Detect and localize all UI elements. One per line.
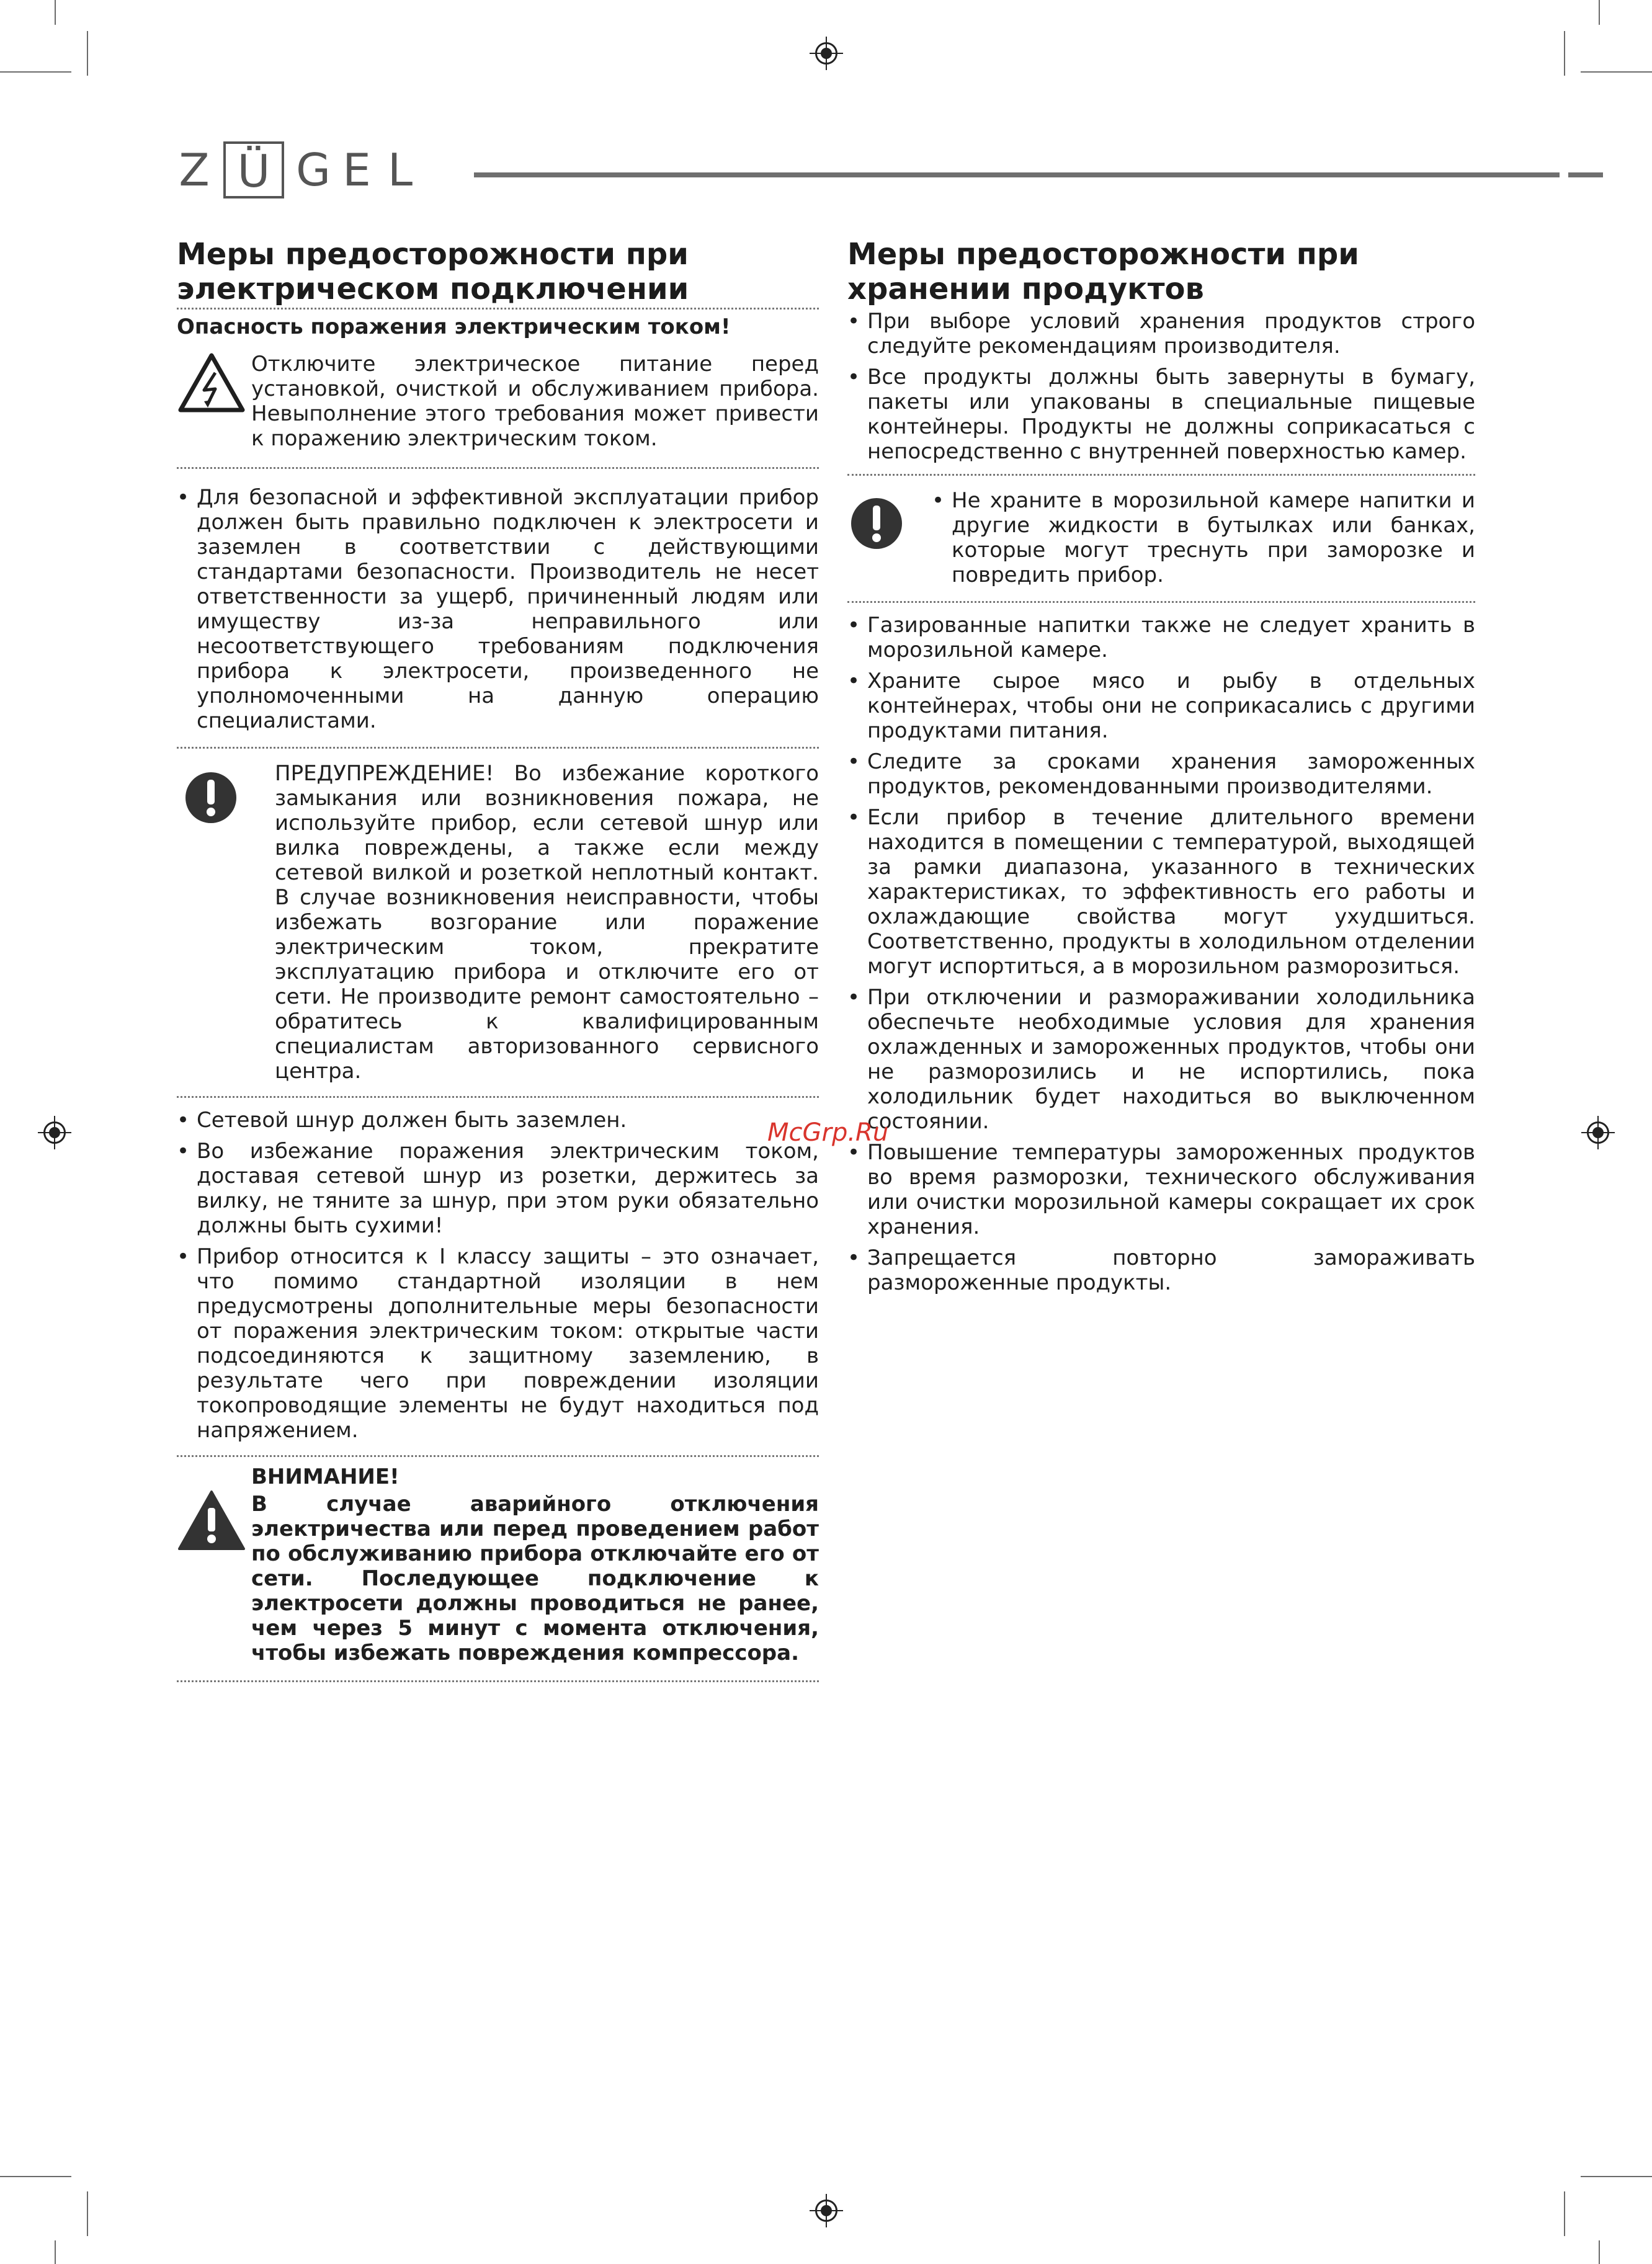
crop-mark bbox=[1599, 0, 1600, 25]
bullet-marker: • bbox=[847, 365, 860, 390]
registration-mark-top bbox=[815, 42, 837, 65]
list-item bbox=[847, 309, 1475, 359]
bullet-marker: • bbox=[847, 749, 860, 774]
list-item-text: При выборе условий хранения продуктов строго следуйте рекомендациям производителя. bbox=[867, 309, 1475, 359]
section-divider bbox=[177, 467, 819, 469]
crop-mark bbox=[1599, 2240, 1600, 2264]
section-divider bbox=[177, 1680, 819, 1682]
bullet-marker: • bbox=[932, 488, 945, 513]
right-section-title: Меры предосторожности при хранении продуктов bbox=[847, 237, 1359, 306]
brand-logo bbox=[172, 141, 422, 198]
storage-bullets-1 bbox=[847, 309, 1475, 464]
left-column bbox=[177, 237, 819, 1682]
list-item bbox=[177, 1139, 819, 1238]
bottles-notice bbox=[847, 488, 1475, 601]
bullet-marker: • bbox=[847, 1246, 860, 1270]
crop-mark bbox=[0, 71, 71, 73]
header-rule bbox=[474, 172, 1560, 177]
bullet-marker: • bbox=[177, 1108, 190, 1133]
list-item bbox=[847, 985, 1475, 1134]
logo-letter: G bbox=[296, 144, 331, 196]
electric-shock-warning-icon bbox=[177, 352, 251, 416]
crop-mark bbox=[1564, 31, 1565, 76]
bullet-marker: • bbox=[177, 1139, 190, 1164]
crop-mark bbox=[55, 0, 56, 25]
storage-bullets-2 bbox=[847, 613, 1475, 1295]
crop-mark bbox=[0, 2176, 71, 2177]
section-divider bbox=[847, 601, 1475, 603]
list-item-text: Во избежание поражения электрическим током, доставая сетевой шнур из розетки, держитесь за вилку, не тяните за шнур, при этом руки обязательно должны быть сухими! bbox=[197, 1139, 819, 1238]
list-item bbox=[177, 1244, 819, 1443]
list-item-text: Для безопасной и эффективной эксплуатации прибор должен быть правильно подключен к электросети и заземлен в соответствии с действующими стандартами безопасности. Производитель не несет ответственности за ущерб, причиненный людям или имуществу из-за неправильного или несоответствующего требованиям подключения прибора к электросети, произведенного не уполномоченными на данную операцию специалистами. bbox=[197, 485, 819, 733]
bullet-marker: • bbox=[847, 613, 860, 638]
crop-mark bbox=[1581, 2176, 1652, 2177]
crop-mark bbox=[1581, 71, 1652, 73]
list-item-text: Запрещается повторно замораживать размороженные продукты. bbox=[867, 1246, 1475, 1295]
logo-letter: Z bbox=[179, 144, 210, 196]
header-rule-end bbox=[1568, 172, 1603, 177]
logo-letter-boxed: Ü bbox=[223, 141, 284, 198]
list-item-text: Сетевой шнур должен быть заземлен. bbox=[197, 1108, 627, 1133]
bullet-marker: • bbox=[847, 1140, 860, 1165]
list-item-text: Следите за сроками хранения замороженных продуктов, рекомендованными производителями. bbox=[867, 749, 1475, 799]
crop-mark bbox=[87, 2191, 88, 2236]
electric-bullets-2 bbox=[177, 1108, 819, 1443]
attention-text: В случае аварийного отключения электричества или перед проведением работ по обслуживанию прибора отключайте его от сети. Последующее подключение к электросети должны проводиться не ранее, чем через 5 минут с момента отключения, чтобы избежать повреждения компрессора. bbox=[251, 1492, 819, 1665]
list-item bbox=[932, 488, 1475, 587]
list-item bbox=[847, 749, 1475, 799]
crop-mark bbox=[55, 2240, 56, 2264]
bullet-marker: • bbox=[847, 669, 860, 693]
bullet-marker: • bbox=[847, 309, 860, 334]
list-item-text: Повышение температуры замороженных продуктов во время разморозки, технического обслуживания или очистки морозильной камеры сокращает их срок хранения. bbox=[867, 1140, 1475, 1239]
registration-mark-left bbox=[43, 1121, 66, 1144]
bottles-notice-list bbox=[932, 488, 1475, 587]
list-item bbox=[847, 669, 1475, 743]
attention-title: ВНИМАНИЕ! bbox=[251, 1464, 400, 1489]
logo-letter: L bbox=[387, 144, 413, 196]
list-item bbox=[177, 485, 819, 733]
short-circuit-warning-text: ПРЕДУПРЕЖДЕНИЕ! Во избежание короткого замыкания или возникновения пожара, не используйте прибор, если сетевой шнур или вилка повреждены, а также если между сетевой вилкой и розеткой неплотный контакт. В случае возникновения неисправности, чтобы избежать возгорание или поражение электрическим током, прекратите эксплуатацию прибора и отключите его от сети. Не производите ремонт самостоятельно – обратитесь к квалифицированным специалистам авторизованного сервисного центра. bbox=[275, 761, 819, 1084]
bottles-notice-text: Не храните в морозильной камере напитки и другие жидкости в бутылках или банках, которые могут треснуть при заморозке и повредить прибор. bbox=[952, 488, 1475, 587]
exclamation-icon bbox=[847, 488, 932, 553]
bullet-marker: • bbox=[847, 805, 860, 830]
watermark-link[interactable]: McGrp.Ru bbox=[767, 1118, 889, 1147]
left-section-title: Меры предосторожности при электрическом подключении bbox=[177, 237, 689, 306]
bullet-marker: • bbox=[847, 985, 860, 1010]
section-divider bbox=[177, 747, 819, 749]
list-item-text: Все продукты должны быть завернуты в бумагу, пакеты или упакованы в специальные пищевые контейнеры. Продукты не должны соприкасаться с непосредственно с внутренней поверхностью камер. bbox=[867, 365, 1475, 464]
short-circuit-warning bbox=[177, 761, 819, 1096]
attention-text-block bbox=[251, 1464, 819, 1665]
section-divider bbox=[177, 1455, 819, 1457]
right-column bbox=[847, 237, 1475, 1301]
electric-bullets-1 bbox=[177, 485, 819, 733]
registration-mark-right bbox=[1587, 1121, 1609, 1144]
crop-mark bbox=[87, 31, 88, 76]
list-item bbox=[847, 1140, 1475, 1239]
title-divider bbox=[177, 308, 819, 310]
shock-notice bbox=[177, 352, 819, 467]
shock-notice-text: Отключите электрическое питание перед установкой, очисткой и обслуживанием прибора. Невыполнение этого требования может привести к поражению электрическим током. bbox=[251, 352, 819, 451]
list-item bbox=[177, 1108, 819, 1133]
list-item-text: Прибор относится к I классу защиты – это означает, что помимо стандартной изоляции в нем предусмотрены дополнительные меры безопасности от поражения электрическим током: открытые части подсоединяются к защитному заземлению, в результате чего при повреждении изоляции токопроводящие элементы не будут находиться под напряжением. bbox=[197, 1244, 819, 1443]
caution-triangle-icon bbox=[177, 1464, 251, 1554]
list-item bbox=[847, 365, 1475, 464]
section-divider bbox=[177, 1096, 819, 1098]
list-item bbox=[847, 1246, 1475, 1295]
list-item-text: Газированные напитки также не следует хранить в морозильной камере. bbox=[867, 613, 1475, 662]
bullet-marker: • bbox=[177, 485, 190, 510]
shock-danger-subhead: Опасность поражения электрическим током! bbox=[177, 314, 731, 339]
attention-notice bbox=[177, 1464, 819, 1680]
list-item bbox=[847, 805, 1475, 979]
list-item-text: Если прибор в течение длительного времени находится в помещении с температурой, выходящей за рамки диапазона, указанного в технических характеристиках, то эффективность его работы и охлаждающие свойства могут ухудшиться. Соответственно, продукты в холодильном отделении могут испортиться, а в морозильном разморозиться. bbox=[867, 805, 1475, 979]
logo-letter: E bbox=[342, 144, 371, 196]
exclamation-icon bbox=[177, 761, 275, 827]
crop-mark bbox=[1564, 2191, 1565, 2236]
list-item bbox=[847, 613, 1475, 662]
list-item-text: Храните сырое мясо и рыбу в отдельных контейнерах, чтобы они не соприкасались с другими продуктами питания. bbox=[867, 669, 1475, 743]
bullet-marker: • bbox=[177, 1244, 190, 1269]
section-divider bbox=[847, 474, 1475, 476]
list-item-text: При отключении и размораживании холодильника обеспечьте необходимые условия для хранения охлажденных и замороженных продуктов, чтобы они не разморозились и не испортились, пока холодильник будет находиться во выключенном состоянии. bbox=[867, 985, 1475, 1134]
registration-mark-bottom bbox=[815, 2199, 837, 2222]
